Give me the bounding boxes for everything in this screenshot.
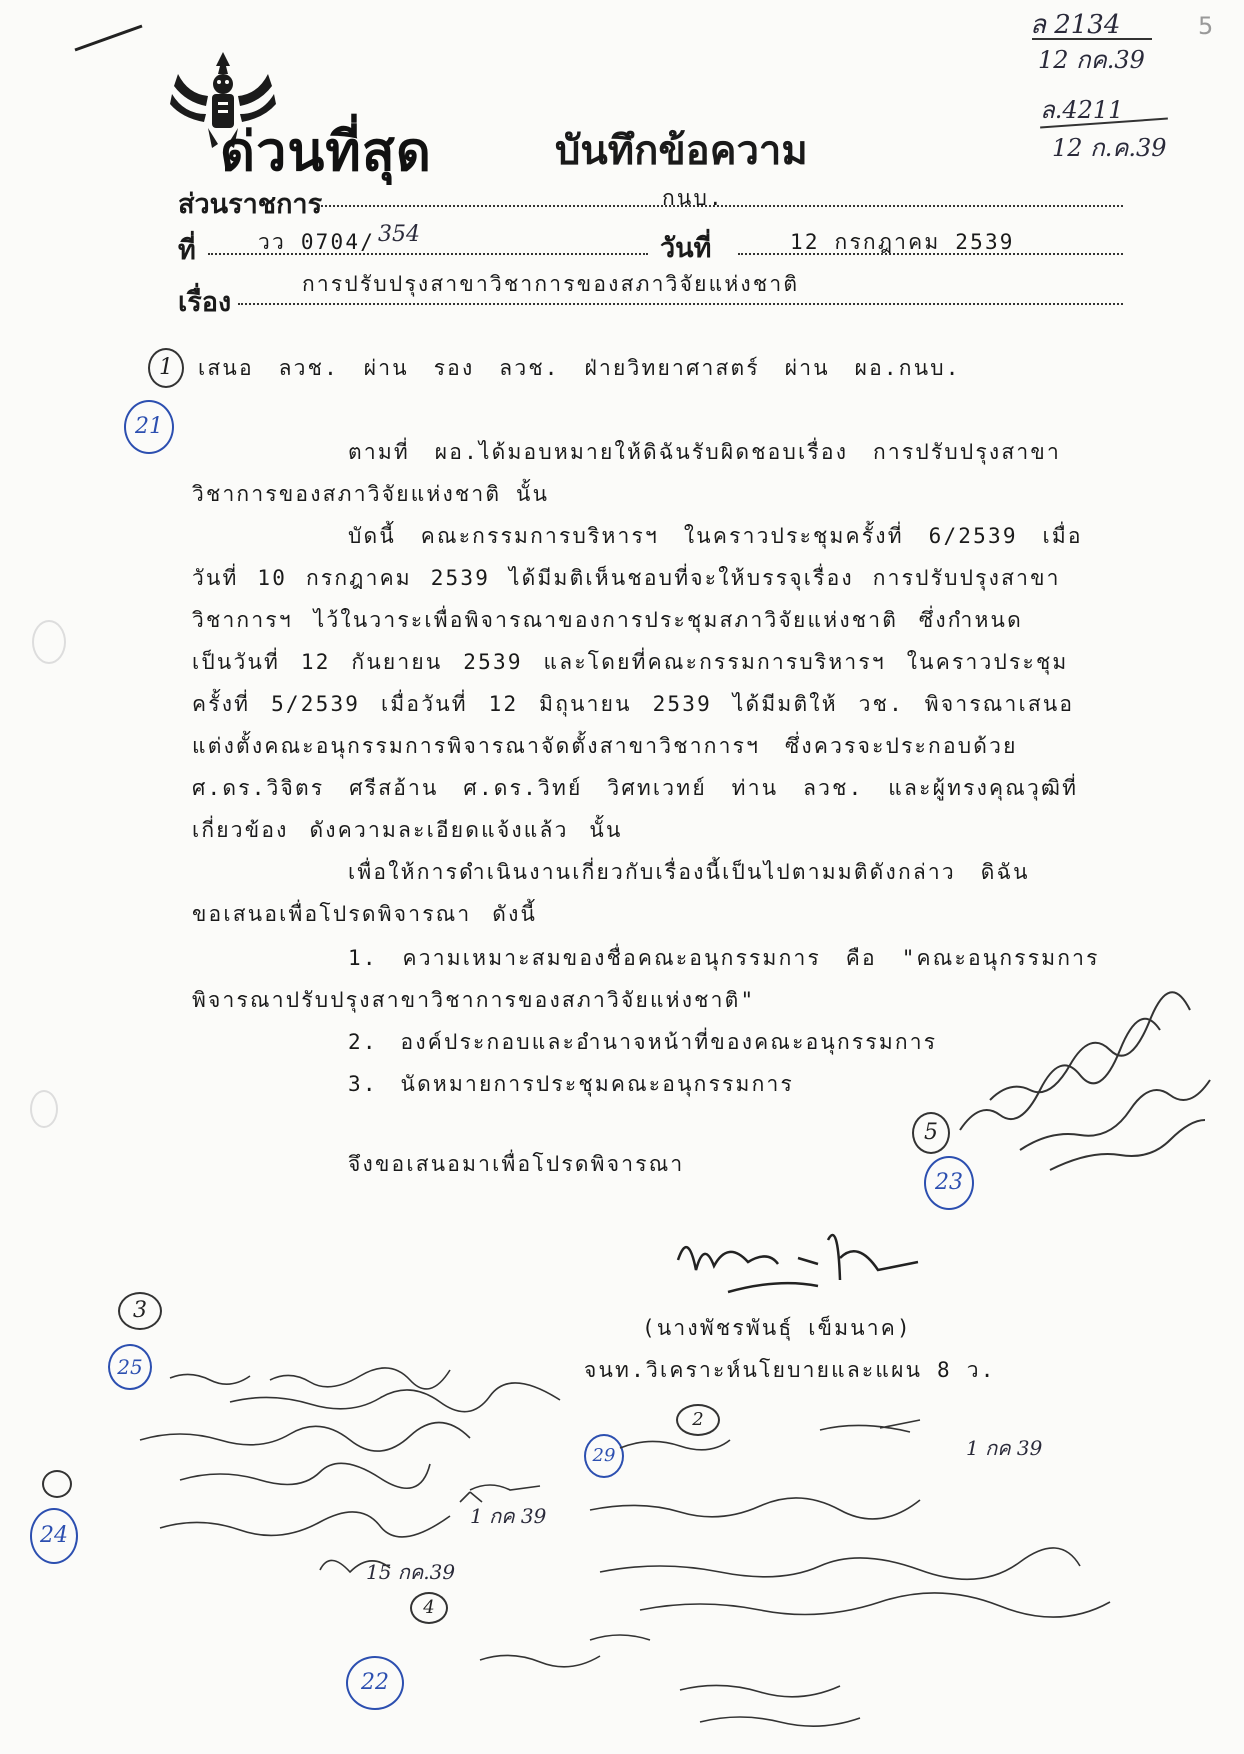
punch-hole-1 [32, 620, 66, 664]
receipt-note-1-number: ล 2134 [1030, 10, 1121, 40]
subject-value: การปรับปรุงสาขาวิชาการของสภาวิจัยแห่งชาติ [302, 272, 800, 296]
subject-dots [238, 303, 1123, 305]
body-line-1: ตามที่ ผอ.ได้มอบหมายให้ดิฉันรับผิดชอบเรื่อง การปรับปรุงสาขา [348, 440, 1061, 464]
body-line-11: เพื่อให้การดำเนินงานเกี่ยวกับเรื่องนี้เป็นไปตามมติดังกล่าว ดิฉัน [348, 860, 1030, 884]
body-line-3: บัดนี้ คณะกรรมการบริหารฯ ในคราวประชุมครั้งที่ 6/2539 เมื่อ [348, 524, 1083, 548]
step-3-circle: 3 [118, 1292, 162, 1330]
document-title: บันทึกข้อความ [555, 128, 808, 174]
pen-stroke [70, 20, 150, 60]
urgency-stamp: ด่วนที่สุด [220, 119, 432, 183]
step-29-circle: 29 [584, 1434, 624, 1478]
date-note-2: 15 กค.39 [366, 1560, 456, 1584]
handwritten-approval-scribble [950, 980, 1220, 1180]
step-24-circle: 24 [30, 1508, 78, 1564]
step-0-circle [42, 1470, 72, 1498]
subject-label: เรื่อง [178, 287, 232, 318]
body-line-7: ครั้งที่ 5/2539 เมื่อวันที่ 12 มิถุนายน 2539 ได้มีมติให้ วช. พิจารณาเสนอ [192, 692, 1075, 716]
author-signature [668, 1200, 928, 1300]
date-label: วันที่ [660, 233, 712, 264]
body-line-2: วิชาการของสภาวิจัยแห่งชาติ นั้น [192, 482, 550, 506]
step-1-circle: 1 [148, 348, 184, 388]
step-23-circle: 23 [924, 1156, 974, 1210]
agency-value: กนบ. [662, 186, 724, 210]
date-note-3: 1 กค 39 [470, 1504, 547, 1528]
ref-label: ที่ [178, 235, 196, 266]
signatory-name: (นางพัชรพันธุ์ เข็มนาค) [642, 1316, 912, 1340]
date-note-1: 1 กค 39 [966, 1436, 1043, 1460]
receipt-note-2-number: ล.4211 [1040, 96, 1124, 124]
handwritten-minutes [120, 1340, 1220, 1740]
step-2-circle: 2 [676, 1404, 720, 1436]
page-number: 5 [1198, 12, 1214, 40]
body-line-8: แต่งตั้งคณะอนุกรรมการพิจารณาจัดตั้งสาขาวิชาการฯ ซึ่งควรจะประกอบด้วย [192, 734, 1018, 758]
step-4-circle: 4 [410, 1592, 448, 1624]
step-25-circle: 25 [108, 1344, 152, 1390]
body-line-12: ขอเสนอเพื่อโปรดพิจารณา ดังนี้ [192, 902, 538, 926]
body-item-2: 2. องค์ประกอบและอำนาจหน้าที่ของคณะอนุกรรมการ [348, 1030, 938, 1054]
body-line-10: เกี่ยวข้อง ดังความละเอียดแจ้งแล้ว นั้น [192, 818, 623, 842]
body-item-1: 1. ความเหมาะสมของชื่อคณะอนุกรรมการ คือ "คณะอนุกรรมการ [348, 946, 1100, 970]
receipt-note-1-date: 12 กค.39 [1038, 46, 1145, 74]
body-line-9: ศ.ดร.วิจิตร ศรีสอ้าน ศ.ดร.วิทย์ วิศทเวทย์ ท่าน ลวช. และผู้ทรงคุณวุฒิที่ [192, 776, 1079, 800]
ref-value: วว 0704/ [258, 230, 376, 254]
addressee-line: เสนอ ลวช. ผ่าน รอง ลวช. ฝ่ายวิทยาศาสตร์ ผ่าน ผอ.กนบ. [198, 356, 961, 380]
date-value: 12 กรกฎาคม 2539 [790, 230, 1015, 254]
agency-label: ส่วนราชการ [178, 189, 323, 220]
closing-line: จึงขอเสนอมาเพื่อโปรดพิจารณา [348, 1152, 685, 1176]
step-5-circle: 5 [912, 1112, 950, 1154]
ref-handwritten-number: 354 [378, 222, 420, 247]
body-line-4: วันที่ 10 กรกฎาคม 2539 ได้มีมติเห็นชอบที่จะให้บรรจุเรื่อง การปรับปรุงสาขา [192, 566, 1061, 590]
signatory-position: จนท.วิเคราะห์นโยบายและแผน 8 ว. [584, 1358, 996, 1382]
step-22-circle: 22 [346, 1656, 404, 1710]
receipt-note-2-date: 12 ก.ค.39 [1052, 134, 1167, 162]
body-line-6: เป็นวันที่ 12 กันยายน 2539 และโดยที่คณะกรรมการบริหารฯ ในคราวประชุม [192, 650, 1069, 674]
body-line-5: วิชาการฯ ไว้ในวาระเพื่อพิจารณาของการประชุมสภาวิจัยแห่งชาติ ซึ่งกำหนด [192, 608, 1023, 632]
step-21-circle: 21 [124, 400, 174, 454]
body-item-3: 3. นัดหมายการประชุมคณะอนุกรรมการ [348, 1072, 794, 1096]
punch-hole-2 [30, 1090, 58, 1128]
body-item-1-cont: พิจารณาปรับปรุงสาขาวิชาการของสภาวิจัยแห่งชาติ" [192, 988, 756, 1012]
